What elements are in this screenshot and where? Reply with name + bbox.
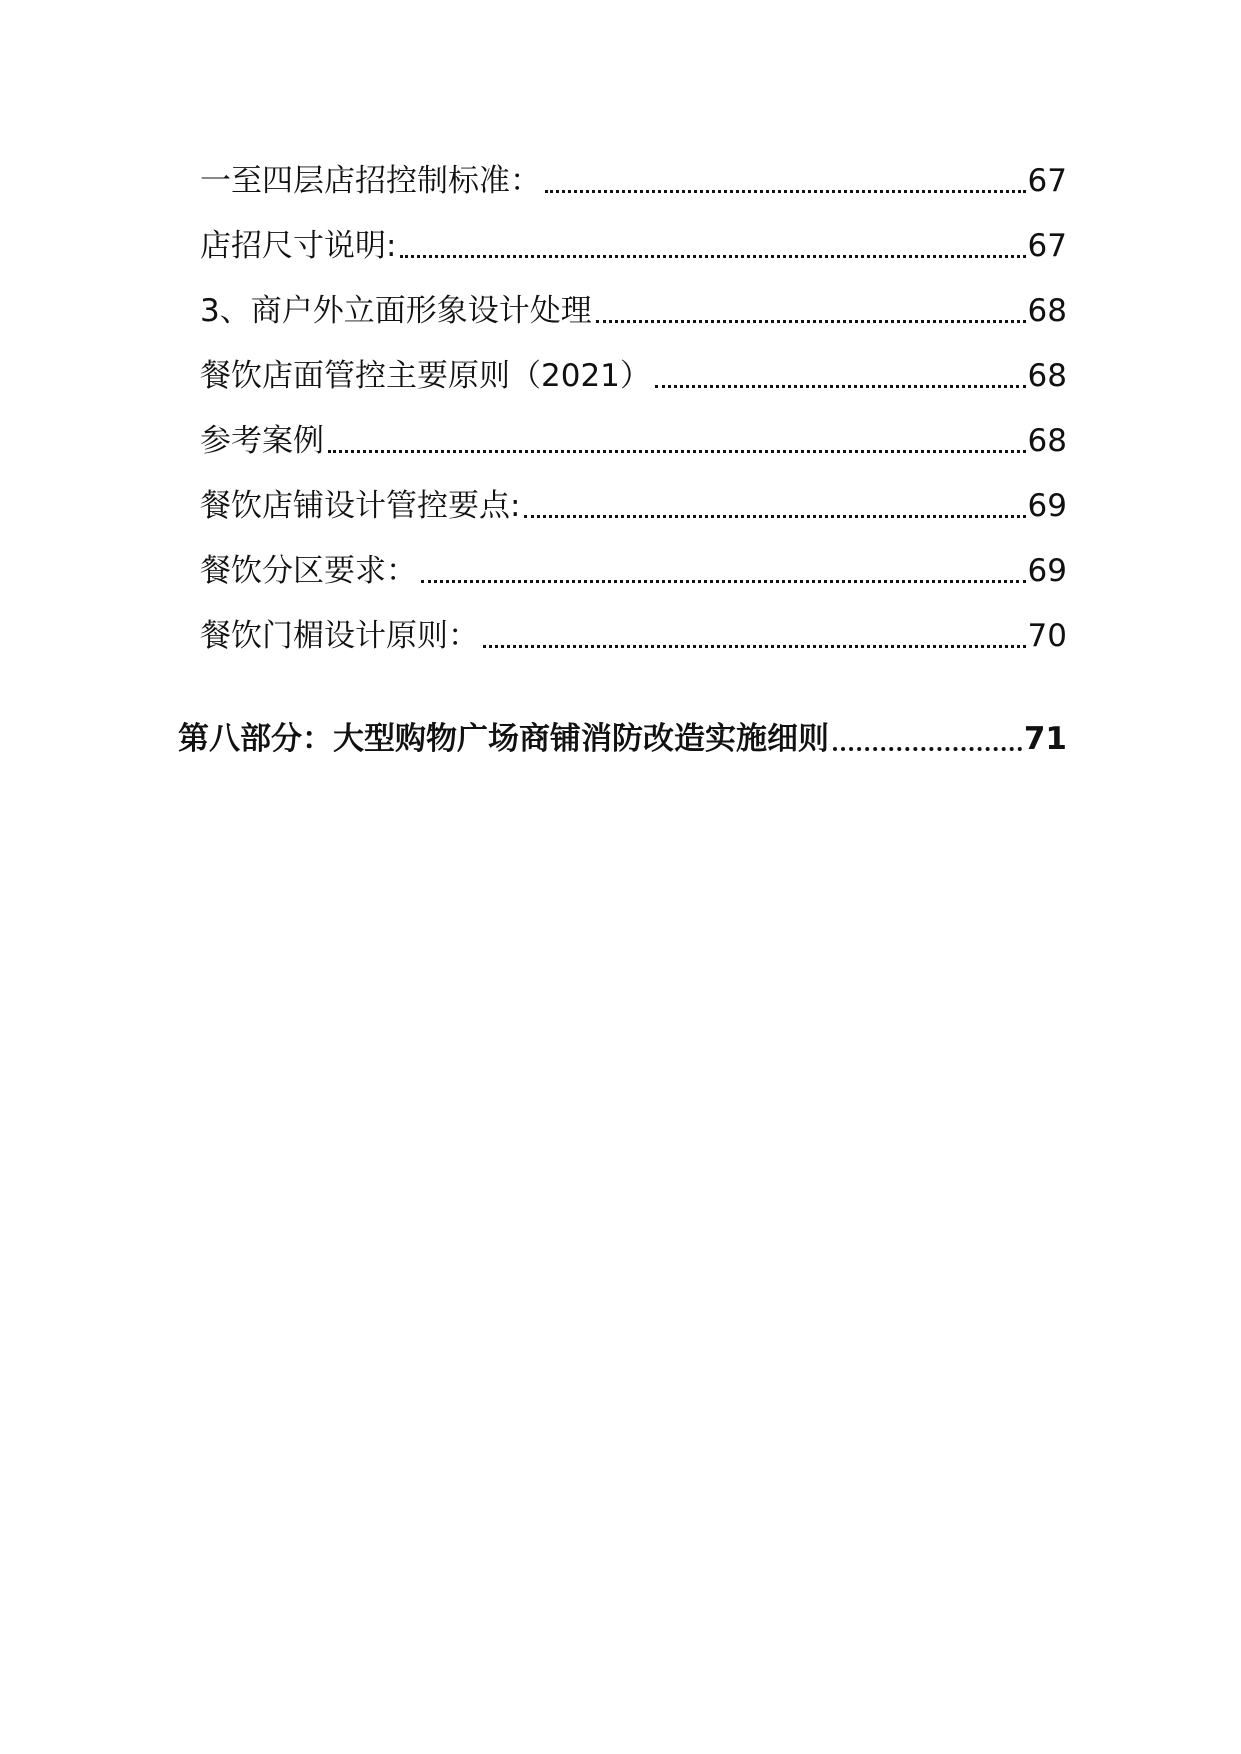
toc-entry[interactable] [200,418,1067,464]
dot-leader [833,747,1022,751]
toc-entry[interactable] [200,548,1067,594]
toc-entry-title: 餐饮店面管控主要原则（2021） [200,358,651,394]
toc-entry[interactable] [200,158,1067,204]
toc-entry-title: 3、商户外立面形象设计处理 [200,293,592,329]
dot-leader [545,190,1026,193]
dot-leader [421,580,1026,583]
toc-entry-page: 70 [1027,618,1067,654]
toc-entry-title: 店招尺寸说明: [200,228,397,264]
toc-entry-title: 餐饮店铺设计管控要点: [200,488,521,524]
toc-entry-title: 餐饮分区要求： [200,553,417,589]
toc-entry-page: 67 [1027,228,1067,264]
toc-entry-title: 参考案例 [200,423,324,459]
toc-part-page: 71 [1023,721,1067,757]
toc-part-entry[interactable] [178,716,1067,762]
toc-entry-page: 68 [1027,358,1067,394]
toc-entry-title: 一至四层店招控制标准： [200,163,541,199]
toc-entry[interactable] [200,353,1067,399]
dot-leader [483,645,1026,648]
dot-leader [328,450,1026,453]
toc-entry[interactable] [200,483,1067,529]
toc-entry[interactable] [200,288,1067,334]
dot-leader [655,385,1026,388]
toc-part-title: 第八部分：大型购物广场商铺消防改造实施细则 [178,721,829,757]
toc-entry[interactable] [200,613,1067,659]
toc-entry[interactable] [200,223,1067,269]
toc-entry-title: 餐饮门楣设计原则： [200,618,479,654]
toc-entry-page: 68 [1027,293,1067,329]
toc-entry-page: 68 [1027,423,1067,459]
dot-leader [596,320,1026,323]
toc-entry-page: 69 [1027,488,1067,524]
toc-entry-page: 69 [1027,553,1067,589]
dot-leader [400,255,1025,258]
dot-leader [524,515,1025,518]
toc-entry-page: 67 [1027,163,1067,199]
